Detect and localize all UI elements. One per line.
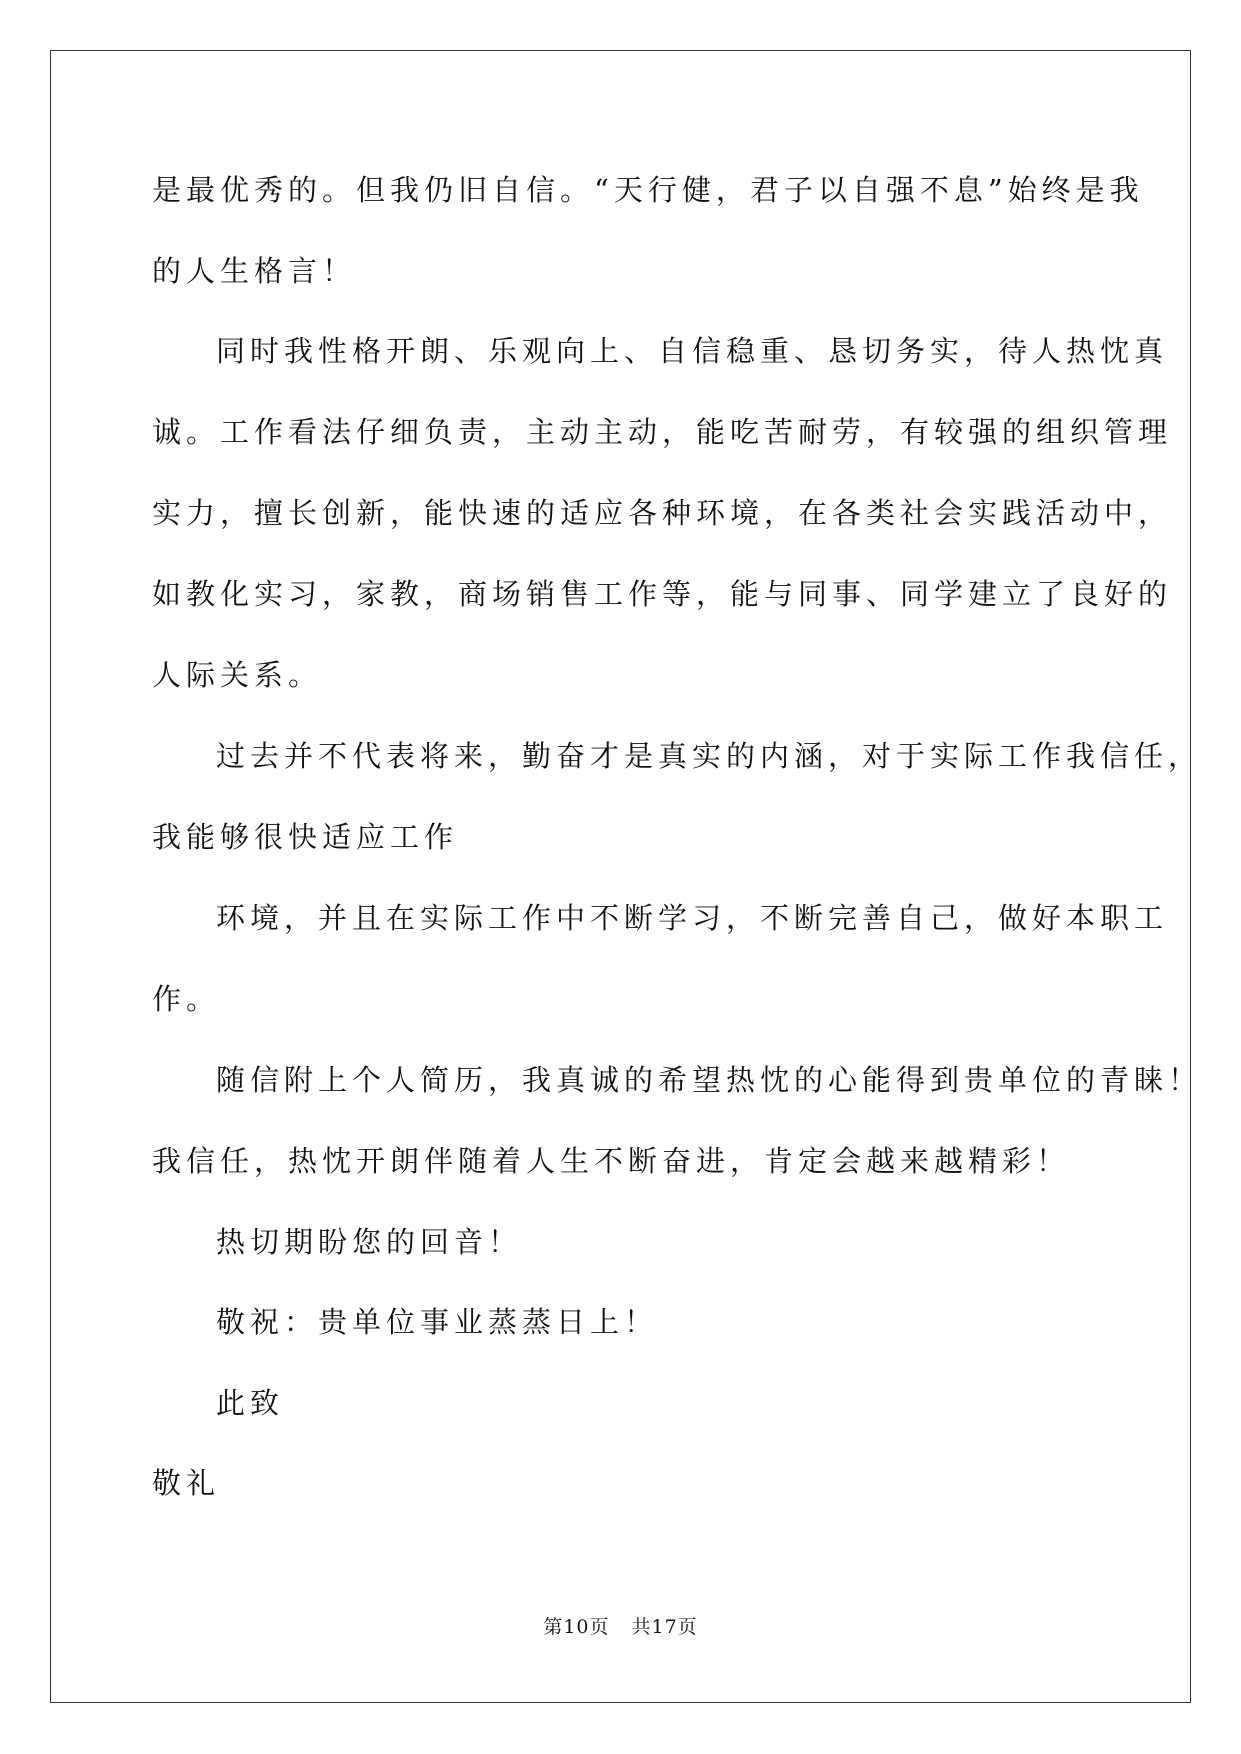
closing-regards: 敬礼 bbox=[152, 1466, 221, 1500]
text-line: 实力，擅长创新，能快速的适应各种环境，在各类社会实践活动中， bbox=[152, 496, 1173, 530]
text-line: 的人生格言！ bbox=[152, 254, 357, 288]
closing-wish: 热切期盼您的回音！ bbox=[216, 1225, 523, 1259]
text-line: 诚。工作看法仔细负责，主动主动，能吃苦耐劳，有较强的组织管理 bbox=[152, 415, 1173, 449]
text-line: 我信任，热忱开朗伴随着人生不断奋进，肯定会越来越精彩！ bbox=[152, 1144, 1071, 1178]
closing-salutation: 此致 bbox=[216, 1386, 285, 1420]
text-line: 如教化实习，家教，商场销售工作等，能与同事、同学建立了良好的 bbox=[152, 577, 1173, 611]
paragraph-start: 随信附上个人简历，我真诚的希望热忱的心能得到贵单位的青睐！ bbox=[216, 1063, 1203, 1097]
closing-blessing: 敬祝：贵单位事业蒸蒸日上！ bbox=[216, 1305, 659, 1339]
page-footer bbox=[0, 1614, 1241, 1640]
text-line: 是最优秀的。但我仍旧自信。“天行健，君子以自强不息”始终是我 bbox=[152, 173, 1144, 207]
page-number-total: 共17页 bbox=[631, 1616, 698, 1638]
paragraph-start: 环境，并且在实际工作中不断学习，不断完善自己，做好本职工 bbox=[216, 901, 1169, 935]
text-line: 作。 bbox=[152, 982, 221, 1016]
text-line: 我能够很快适应工作 bbox=[152, 820, 459, 854]
text-line: 人际关系。 bbox=[152, 658, 323, 692]
page-frame bbox=[50, 50, 1191, 1703]
paragraph-start: 过去并不代表将来，勤奋才是真实的内涵，对于实际工作我信任， bbox=[216, 739, 1203, 773]
page-number-current: 第10页 bbox=[543, 1616, 610, 1638]
paragraph-start: 同时我性格开朗、乐观向上、自信稳重、恳切务实，待人热忱真 bbox=[216, 334, 1169, 368]
